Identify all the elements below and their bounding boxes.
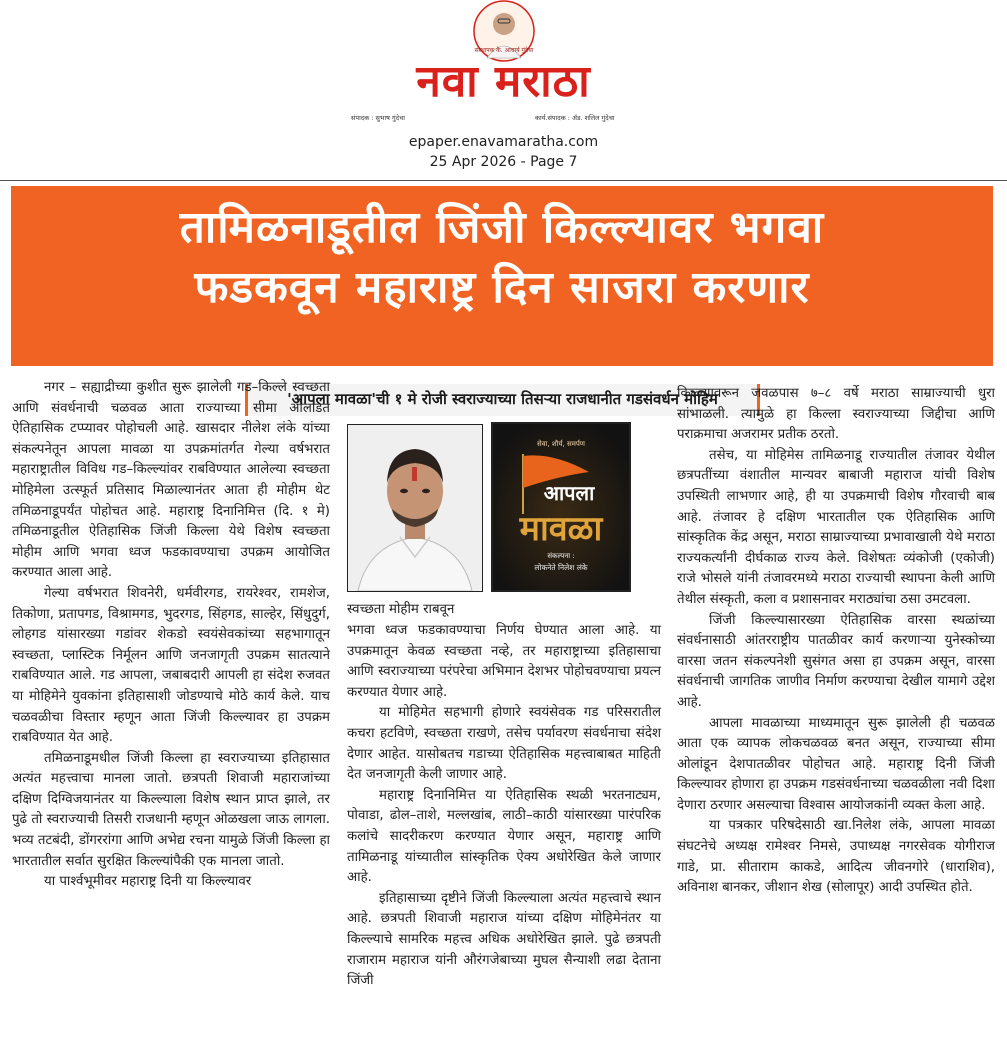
issue-date-page: 25 Apr 2026 - Page 7: [429, 154, 578, 170]
headline-banner: [11, 186, 993, 366]
paragraph: या पार्श्वभूमीवर महाराष्ट्र दिनी या किल्ल्यावर: [44, 874, 252, 890]
headline-line-1: तामिळनाडूतील जिंजी किल्ल्यावर भगवा: [179, 202, 825, 253]
paragraph: तमिळनाडूमधील जिंजी किल्ला हा स्वराज्याच्या इतिहासात अत्यंत महत्त्वाचा मानला जातो. छत्रपती शिवाजी महाराजांच्या दक्षिण दिग्विजयानंतर या किल्ल्याला विशेष स्थान प्राप्त झाले, तर पुढे तो स्वराज्याची तिसरी राजधानी म्हणून ओळखला जाऊ लागला. भव्य तटबंदी, डोंगररांगा आणि अभेद्य रचना यामुळे जिंजी किल्ला हा भारतातील सर्वात सुरक्षित किल्ल्यांपैकी एक मानला जातो.: [12, 750, 330, 869]
paragraph: तसेच, या मोहिमेस तामिळनाडू राज्यातील तंजावर येथील छत्रपतींच्या वंशातील मान्यवर बाबाजी महाराज यांची विशेष उपस्थिती लाभणार आहे, ही या उपक्रमाची विशेष गौरवाची बाब आहे. तंजावर हे दक्षिण भारतातील एक ऐतिहासिक आणि सांस्कृतिक केंद्र असून, मराठा साम्राज्याच्या प्रभावाखाली येथे मराठा राज्यकर्त्यांनी दीर्घकाळ राज्य केले. विशेषतः व्यंकोजी (एकोजी) राजे भोसले यांनी तंजावरमध्ये मराठा राज्याची स्थापना केली आणि तेथील संस्कृती, कला व प्रशासनावर मराठ्यांचा ठसा उमटवला.: [677, 447, 995, 607]
logo-tagline: सेवा, शौर्य, समर्पण: [537, 440, 585, 448]
logo-word-2: मावळा: [519, 509, 603, 549]
paragraph: आपला मावळाच्या माध्यमातून सुरू झालेली ही चळवळ आता एक व्यापक लोकचळवळ बनत असून, राज्याच्या सीमा ओलांडून देशपातळीवर पोहोचत आहे. महाराष्ट्र दिनी जिंजी किल्ल्यावर होणारा हा उपक्रम गडसंवर्धनाच्या चळवळीला नवी दिशा देणारा ठरणार असल्याचा विश्वास आयोजकांनी व्यक्त केला आहे.: [677, 715, 995, 813]
paragraph: महाराष्ट्र दिनानिमित्त या ऐतिहासिक स्थळी भरतनाट्यम, पोवाडा, ढोल–ताशे, मल्लखांब, लाठी–काठी यांसारख्या पारंपरिक कलांचे सादरीकरण करण्यात येणार असून, महाराष्ट्र आणि तामिळनाडू यांच्यातील सांस्कृतिक ऐक्य अधोरेखित केले जाणार आहे.: [347, 787, 661, 886]
newspaper-logo: [348, 58, 659, 108]
paragraph: या मोहिमेत सहभागी होणारे स्वयंसेवक गड परिसरातील कचरा हटविणे, स्वच्छता राखणे, तसेच पर्यावरण संवर्धनाचा संदेश देणार आहेत. यासोबतच गडाच्या ऐतिहासिक महत्त्वाबाबत माहिती देत जनजागृती केली जाणार आहे.: [347, 705, 661, 783]
mavla-poster-graphic: [493, 424, 629, 590]
editor-credit: संपादक : सुभाष गुंदेचा: [351, 114, 405, 122]
paragraph: नगर – सह्याद्रीच्या कुशीत सुरू झालेली गड–किल्ले स्वच्छता आणि संवर्धनाची चळवळ आता राज्याच्या सीमा ओलांडत ऐतिहासिक टप्प्यावर पोहोचली आहे. खासदार नीलेश लंके यांच्या संकल्पनेतून आपला मावळा या उपक्रमांतर्गत गेल्या वर्षभरात महाराष्ट्रातील विविध गड–किल्ल्यांवर राबविण्यात आलेल्या स्वच्छता मोहिमेला उत्स्फूर्त प्रतिसाद मिळाल्यानंतर आता ही मोहीम थेट तमिळनाडूपर्यंत पोहोचत आहे. महाराष्ट्र दिनानिमित्त (दि. १ मे) तमिळनाडूतील ऐतिहासिक जिंजी किल्ला येथे विशेष स्वच्छता मोहीम आणि भगवा ध्वज फडकावण्याचा उपक्रम आयोजित करण्यात आला आहे.: [12, 380, 330, 581]
paragraph: किल्ल्यावरून जवळपास ७–८ वर्षे मराठा साम्राज्याची धुरा सांभाळली. त्यामुळे हा किल्ला स्वराज्याच्या जिद्दीचा आणि पराक्रमाचा अजरामर प्रतीक ठरतो.: [677, 386, 995, 443]
subheadline: 'आपला मावळा'ची १ मे रोजी स्वराज्याच्या तिसऱ्या राजधानीत गडसंवर्धन मोहिम: [245, 384, 760, 416]
headline-line-2: फडकवून महाराष्ट्र दिन साजरा करणार: [194, 262, 810, 313]
concept-name: लोकनेते निलेश लंके: [534, 563, 588, 572]
photo-caption: स्वच्छता मोहीम राबवून: [347, 602, 455, 617]
concept-label: संकल्पना :: [547, 552, 575, 560]
paragraph: या पत्रकार परिषदेसाठी खा.निलेश लंके, आपला मावळा संघटनेचे अध्यक्ष रामेश्वर निमसे, उपाध्यक्ष नगरसेवक योगीराज गाडे, प्रा. सीताराम काकडे, आदित्य जीवनगोरे (धाराशिव), अविनाश बानकर, जीशान शेख (सोलापूर) आदी उपस्थित होते.: [677, 818, 995, 896]
paragraph: इतिहासाच्या दृष्टीने जिंजी किल्ल्याला अत्यंत महत्त्वाचे स्थान आहे. छत्रपती शिवाजी महाराज यांच्या दक्षिण मोहिमेनंतर या किल्ल्याचे सामरिक महत्त्व अधिक अधोरेखित झाले. पुढे छत्रपती राजाराम महाराज यांनी औरंगजेबाच्या मुघल सैन्याशी लढा देताना जिंजी: [347, 890, 661, 989]
masthead: [0, 0, 1007, 180]
paragraph: भगवा ध्वज फडकावण्याचा निर्णय घेण्यात आला आहे. या उपक्रमातून केवळ स्वच्छता नव्हे, तर महाराष्ट्राच्या इतिहासाचा आणि स्वराज्याच्या परंपरेचा अभिमान देशभर पोहोचवण्याचा प्रयत्न करण्यात येणार आहे.: [347, 623, 661, 700]
exec-editor-credit: कार्य.संपादक : ॲड. शलिल गुंदेचा: [535, 114, 615, 122]
article-column-2: [347, 621, 661, 992]
paragraph: गेल्या वर्षभरात शिवनेरी, धर्मवीरगड, रायरेश्वर, रामशेज, तिकोणा, प्रतापगड, विश्रामगड, भुदरगड, सिंहगड, साल्हेर, सिंधुदुर्ग, लोहगड यांसारख्या गडांवर शेकडो स्वयंसेवकांच्या सहभागातून स्वच्छता, प्लास्टिक निर्मूलन आणि जनजागृती उपक्रम सातत्याने राबविण्यात आले. गड आपला, जबाबदारी आपली हा संदेश रुजवत या मोहिमेने युवकांना इतिहासाशी जोडण्याचे मोठे कार्य केले. याच चळवळीचा विस्तार म्हणून आता जिंजी किल्ल्यावर हा उपक्रम राबविण्यात येत आहे.: [12, 585, 330, 746]
article-column-1: [12, 378, 330, 893]
portrait-image: [348, 425, 482, 591]
logo-text: नवा मराठा: [416, 56, 591, 107]
article-column-3: [677, 384, 995, 899]
aapla-mavla-logo-image: [491, 422, 631, 592]
masthead-divider: [0, 180, 1007, 181]
founder-caption: संस्थापक कै. आचार्य गुंदेचा: [474, 47, 534, 54]
paragraph: जिंजी किल्ल्यासारख्या ऐतिहासिक वारसा स्थळांच्या संवर्धनासाठी आंतरराष्ट्रीय पातळीवर कार्य करणाऱ्या युनेस्कोच्या वारसा जतन संकल्पनेशी सुसंगत असा हा उपक्रम असून, वारसा संवर्धनाची जागतिक जाणीव निर्माण करण्याचा देखील यामागे उद्देश आहे.: [677, 612, 995, 710]
epaper-url[interactable]: epaper.enavamaratha.com: [408, 134, 599, 150]
nilesh-lanke-photo: [347, 424, 483, 592]
logo-word-1: आपला: [543, 481, 595, 505]
